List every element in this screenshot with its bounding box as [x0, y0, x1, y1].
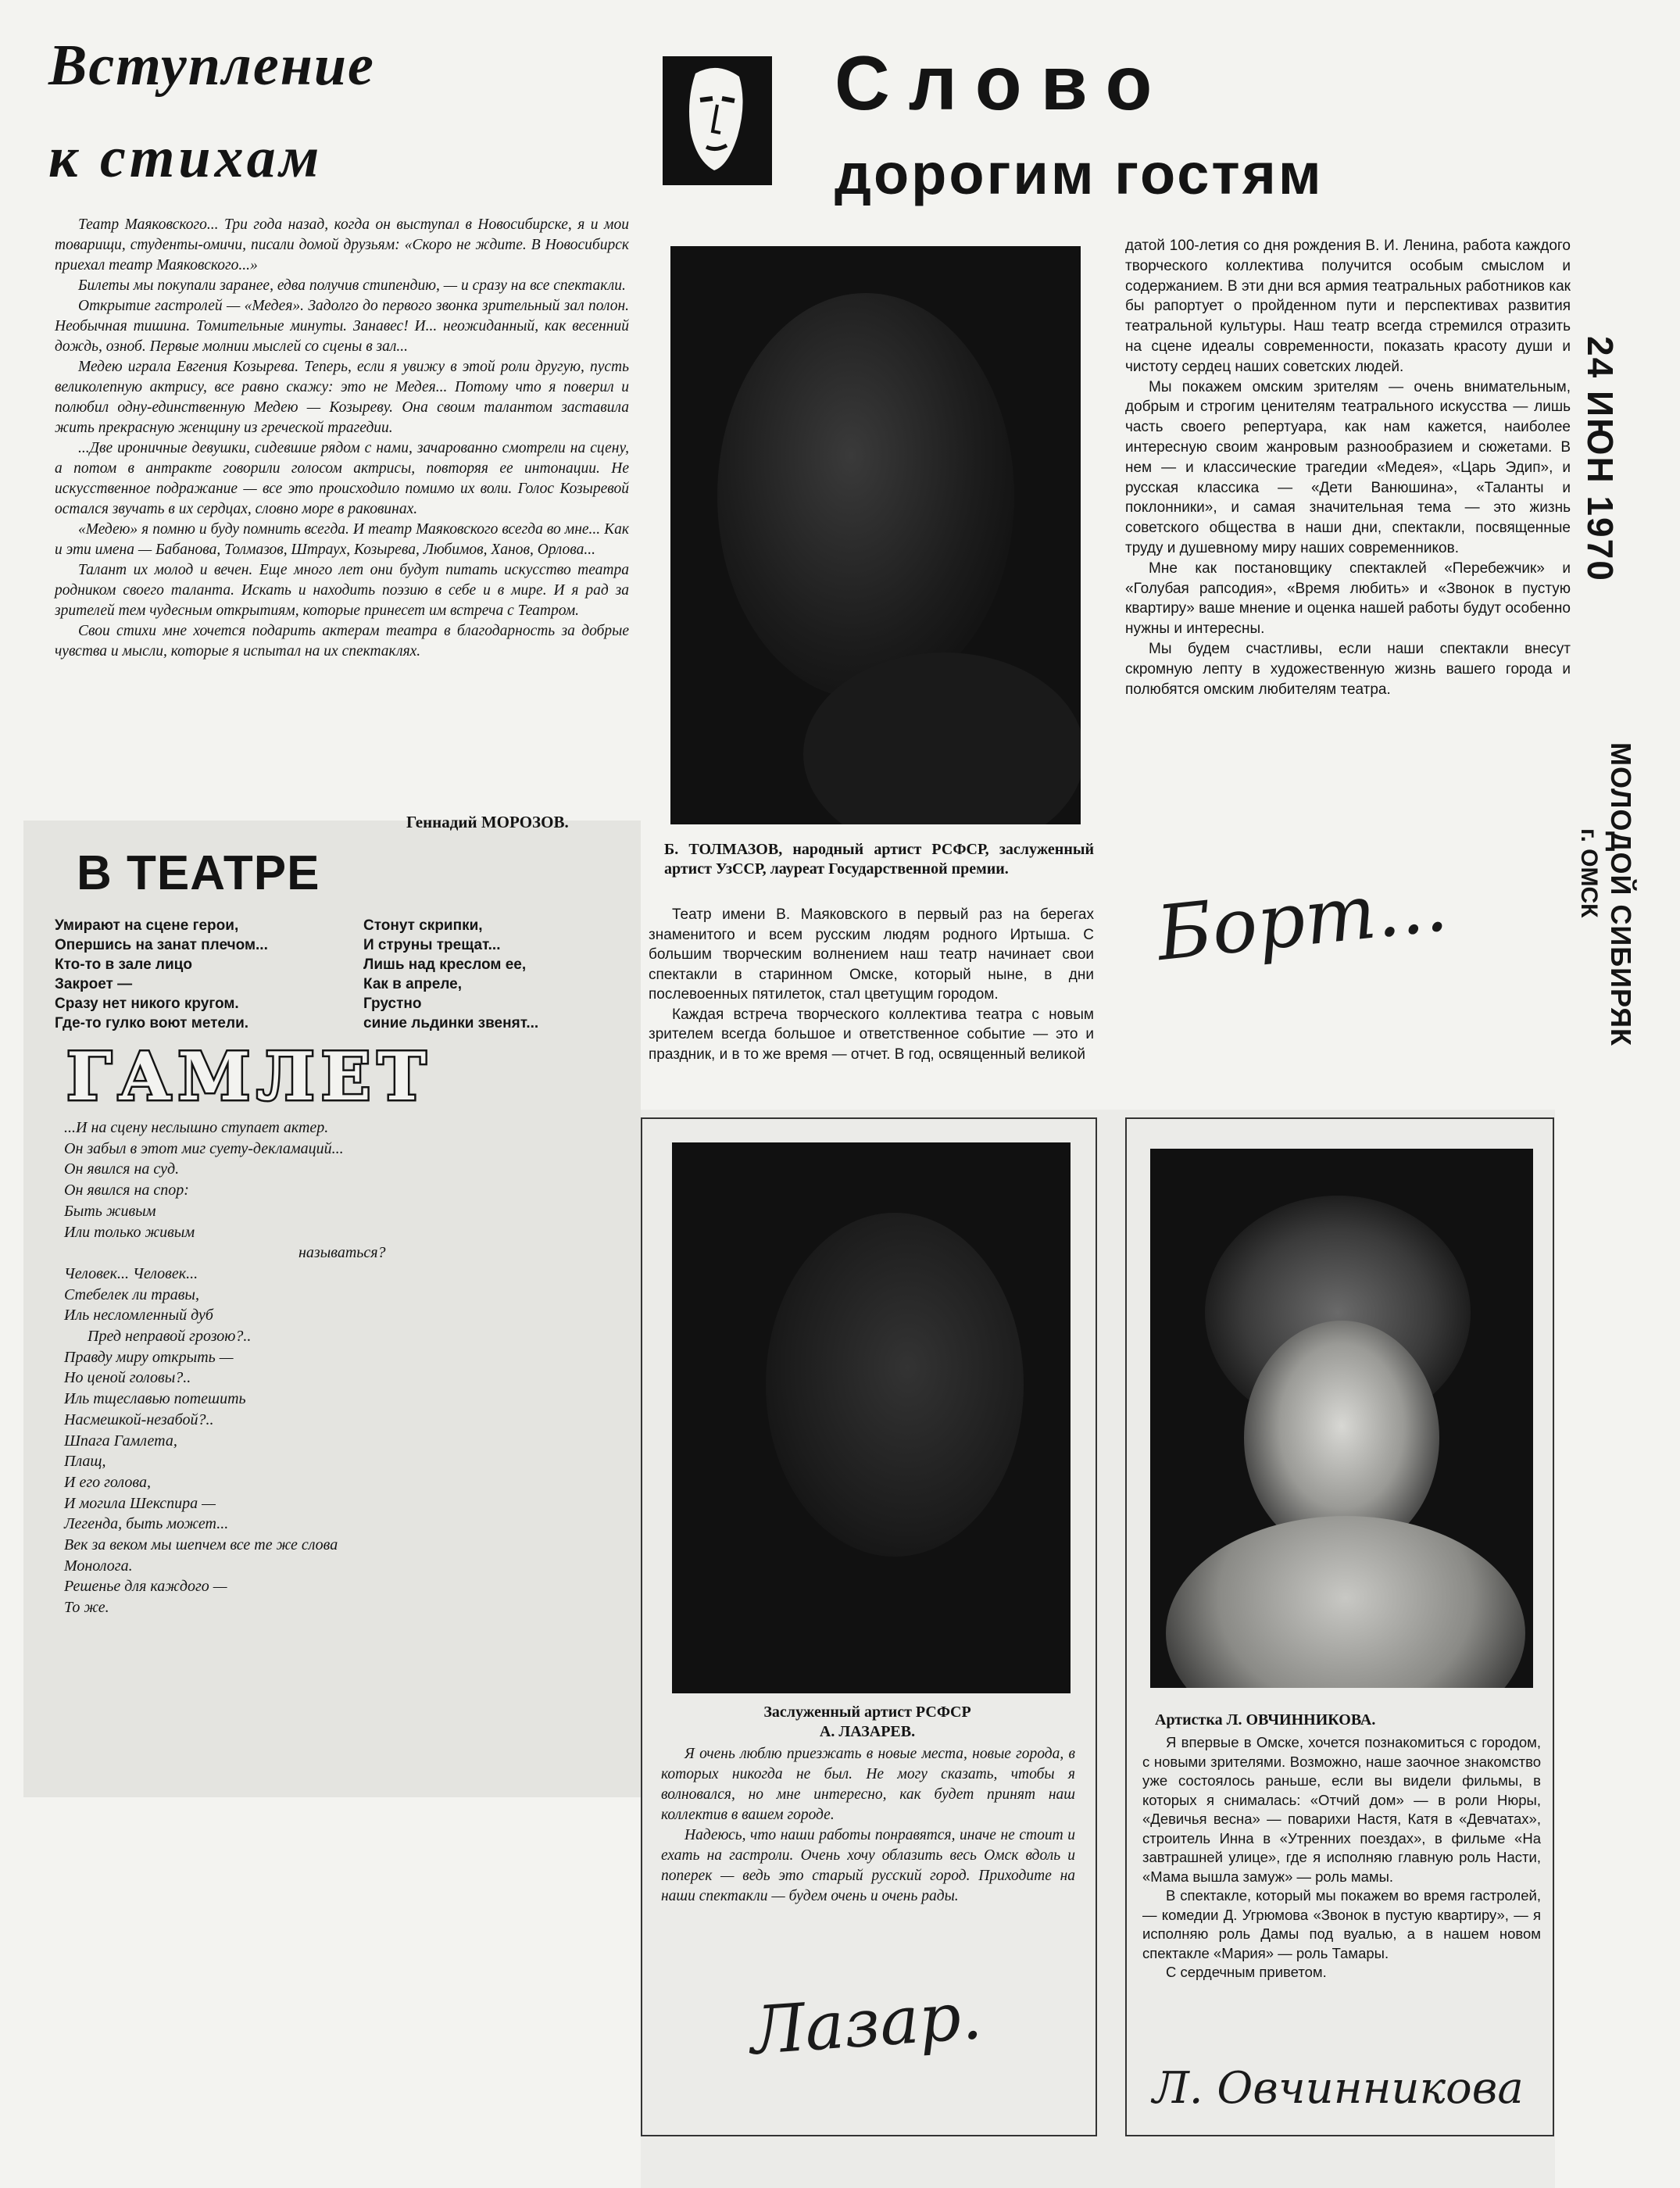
poem-line: Насмешкой-незабой?..	[64, 1410, 214, 1428]
poem-line: Или только живым	[64, 1223, 195, 1241]
ovchinnikova-article	[1142, 1733, 1541, 1982]
poem-line: И могила Шекспира —	[64, 1494, 216, 1512]
date-stamp: 24 ИЮН 1970	[1580, 336, 1621, 582]
poem-line: синие льдинки звенят...	[363, 1015, 539, 1031]
poem-line: называться?	[298, 1244, 386, 1262]
poem-line: Век за веком мы шепчем все те же слова	[64, 1536, 338, 1554]
poem-line: Монолога.	[64, 1557, 133, 1575]
left-paragraph: Медею играла Евгения Козырева. Теперь, если я увижу в этой роли другую, пусть великолепную актрису, все равно скажу: это не Медея... Потому что я поверил и полюбил одну-единственную Медею — Козыреву. Она своим талантом заставила жить прекрасную женщину из греческой трагедии.	[55, 359, 629, 436]
poem-line: И его голова,	[64, 1473, 151, 1491]
left-author: Геннадий МОРОЗОВ.	[406, 813, 569, 831]
left-paragraph: Театр Маяковского... Три года назад, когда он выступал в Новосибирске, я и мои товарищи, студенты-омичи, писали домой друзьям: «Скоро не ждите. В Новосибирск приехал театр Маяковского...»	[55, 216, 629, 274]
article-paragraph: Я впервые в Омске, хочется познакомиться с городом, с новыми зрителями. Возможно, наше заочное знакомство уже состоялось раньше, если вы видели фильмы, в которых я снималась: «Отчий дом» — в роли Нюры, «Девичья весна» — поварихи Настя, Катя в «Девчатах», строитель Инна в «Утренних поездах», в фильме «На завтрашней улице», где я исполняю главную роль Насти, «Мама вышла замуж» — роль мамы.	[1142, 1734, 1541, 1885]
poem-line: То же.	[64, 1599, 109, 1617]
photo-tolmazov	[670, 246, 1081, 824]
poem-line: Пред неправой грозою?..	[88, 1328, 252, 1346]
city-stamp: г. ОМСК	[1576, 828, 1602, 918]
article-paragraph: Надеюсь, что наши работы понравятся, иначе не стоит и ехать на гастроли. Очень хочу облазить весь Омск вдоль и поперек — ведь это старый русский город. Приходите на наши спектакли — будем очень и очень рады.	[661, 1827, 1075, 1904]
left-title-line1: Вступление	[48, 34, 375, 98]
article-paragraph: Мне как постановщику спектаклей «Перебежчик» и «Голубая рапсодия», «Время любить» и «Звонок в пустую квартиру» ваше мнение и оценка нашей работы будут особенно нужны и интересны.	[1125, 560, 1571, 638]
lazarev-article	[661, 1744, 1075, 1907]
left-title-line2: к стихам	[48, 126, 323, 190]
poem-line: Он явился на спор:	[64, 1182, 189, 1199]
newspaper-name-stamp: МОЛОДОЙ СИБИРЯК	[1605, 742, 1637, 1046]
caption-tolmazov: Б. ТОЛМАЗОВ, народный артист РСФСР, заслуженный артист УзССР, лауреат Государственной премии.	[664, 841, 1094, 878]
left-paragraph: Билеты мы покупали заранее, едва получив стипендию, — и сразу на все спектакли.	[78, 277, 626, 294]
poem-line: Плащ,	[64, 1453, 106, 1471]
poem-line: Человек... Человек...	[64, 1264, 198, 1282]
poem2-title: ГАМЛЕТ	[66, 1038, 433, 1115]
poem-line: Быть живым	[64, 1202, 156, 1220]
poem-line: Кто-то в зале лицо	[55, 956, 192, 973]
signature-lazarev: Лазар.	[747, 1976, 985, 2070]
poem-line: ...И на сцену неслышно ступает актер.	[64, 1119, 329, 1136]
left-paragraph: Талант их молод и вечен. Еще много лет они будут питать искусство театра родником своего таланта. Искать и находить поэзию в себе и в мире. И я рад за зрителей тем чудесным открытиям, которые принесет им встреча с Театром.	[55, 562, 629, 619]
poem-line: Закроет —	[55, 976, 133, 992]
caption-lazarev-line2: А. ЛАЗАРЕВ.	[819, 1723, 916, 1740]
article-paragraph: датой 100-летия со дня рождения В. И. Ленина, работа каждого творческого коллектива получится особым смыслом и содержанием. В эти дни вся армия театральных работников как бы рапортует о пройденном пути и перспективах развития театральной культуры. Наш театр всегда стремился отразить на сцене идеалы современности, показать красоту души и чистоту сердец наших советских людей.	[1125, 238, 1571, 375]
left-article	[55, 215, 629, 662]
poem-line: И струны трещат...	[363, 937, 501, 953]
poem-line: Стонут скрипки,	[363, 917, 483, 934]
article-paragraph: Я очень люблю приезжать в новые места, новые города, в которых никогда не был. Не могу сказать, чтобы я волновался, но мне интересно, как будет принят наш коллектив в вашем городе.	[661, 1746, 1075, 1823]
poem1-col1	[55, 916, 352, 1033]
tolmazov-article-col1	[649, 905, 1094, 1064]
poem-line: Шпага Гамлета,	[64, 1432, 177, 1450]
poem-line: Решенье для каждого —	[64, 1578, 227, 1596]
left-paragraph: Открытие гастролей — «Медея». Задолго до первого звонка зрительный зал полон. Необычная тишина. Томительные минуты. Занавес! И... неожиданный, как весенний дождь, озноб. Первые молнии мыслей со сцены в зал...	[55, 298, 629, 355]
poem1-title: В ТЕАТРЕ	[77, 846, 320, 900]
poem1-col2	[363, 916, 629, 1033]
caption-ovchinnikova: Артистка Л. ОВЧИННИКОВА.	[1155, 1711, 1376, 1729]
poem-line: Где-то гулко воют метели.	[55, 1015, 249, 1031]
left-paragraph: Свои стихи мне хочется подарить актерам театра в благодарность за добрые чувства и мысли, которые я испытал на их спектаклях.	[55, 623, 629, 660]
article-paragraph: С сердечным приветом.	[1166, 1964, 1327, 1980]
poem2-body	[64, 1117, 611, 1618]
article-paragraph: Мы будем счастливы, если наши спектакли внесут скромную лепту в художественную жизнь вашего города и полюбятся омским любителям театра.	[1125, 640, 1571, 698]
poem-line: Он забыл в этот миг суету-декламаций...	[64, 1139, 344, 1157]
poem-line: Он явился на суд.	[64, 1160, 180, 1178]
poem-line: Лишь над креслом ее,	[363, 956, 527, 973]
photo-ovchinnikova	[1150, 1149, 1533, 1688]
poem-line: Иль тщеславью потешить	[64, 1390, 246, 1408]
poem-line: Опершись на занат плечом...	[55, 937, 268, 953]
poem-line: Умирают на сцене герои,	[55, 917, 239, 934]
poem-line: Как в апреле,	[363, 976, 463, 992]
article-paragraph: Театр имени В. Маяковского в первый раз на берегах знаменитого и всем русским людям родного Иртыша. С большим творческим волнением наш театр начинает свои спектакли в старинном Омске, который ныне, в дни послевоенных пятилеток, стал цветущим городом.	[649, 906, 1094, 1003]
signature-tolmazov: Борт...	[1153, 860, 1452, 978]
caption-lazarev-line1: Заслуженный артист РСФСР	[763, 1704, 971, 1721]
left-paragraph: ...Две ироничные девушки, сидевшие рядом с нами, зачарованно смотрели на сцену, а потом в антракте говорили голосом актрисы, повторяя ее интонации. Не искусственное подражание — все это происходило помимо их воли. Голос Козыревой остался звучать в их сердцах, словно море в раковинах.	[55, 440, 629, 517]
left-paragraph: «Медею» я помню и буду помнить всегда. И театр Маяковского всегда во мне... Как и эти имена — Бабанова, Толмазов, Штраух, Козырева, Любимов, Ханов, Орлова...	[55, 521, 629, 558]
right-title-line2: дорогим гостям	[835, 141, 1324, 206]
poem-line: Стебелек ли травы,	[64, 1285, 199, 1303]
poem-line: Иль несломленный дуб	[64, 1307, 213, 1325]
poem-line: Грустно	[363, 996, 422, 1012]
tolmazov-article-col2	[1125, 236, 1571, 699]
poem-line: Но ценой головы?..	[64, 1369, 191, 1387]
right-title-line1: Слово	[835, 40, 1171, 126]
photo-lazarev	[672, 1142, 1071, 1693]
article-paragraph: В спектакле, который мы покажем во время гастролей, — комедии Д. Угрюмова «Звонок в пустую квартиру», — я исполняю роль Дамы под вуалью, а в нашем новом спектакле «Мария» — роль Тамары.	[1142, 1887, 1541, 1961]
poem-line: Правду миру открыть —	[64, 1348, 234, 1366]
poem-line: Легенда, быть может...	[64, 1515, 229, 1533]
article-paragraph: Каждая встреча творческого коллектива театра с новым зрителем всегда большое и ответственное событие — это и праздник, и в то же время — отчет. В год, освященный великой	[649, 1006, 1094, 1063]
article-paragraph: Мы покажем омским зрителям — очень внимательным, добрым и строгим ценителям театрального искусства — лишь часть своего репертуара, как нам кажется, наиболее интересную своим жанровым разнообразием и сюжетами. В нем — и классические трагедии «Медея», «Царь Эдип», и русская классика — «Дети Ванюшина», «Таланты и поклонники», и самая значительная тема — это жизнь советского общества в наши дни, спектакли, посвященные труду и душевному миру наших современников.	[1125, 378, 1571, 556]
signature-ovchinnikova: Л. Овчинникова	[1153, 2063, 1524, 2114]
mask-logo-icon	[663, 56, 772, 185]
poem-line: Сразу нет никого кругом.	[55, 996, 239, 1012]
